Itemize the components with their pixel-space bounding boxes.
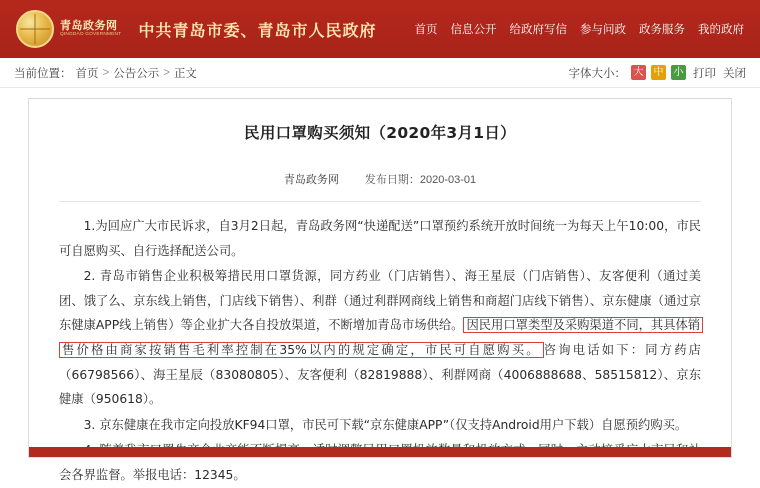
font-size-label: 字体大小： [568, 67, 626, 80]
site-logo[interactable] [16, 10, 124, 48]
paragraph-text: 1.为回应广大市民诉求，自3月2日起，青岛政务网“快递配送”口罩预约系统开放时间统一为每天上午10:00，市民可自愿购买、自行选择配送公司。 [59, 219, 701, 258]
site-header [0, 0, 760, 58]
page-content [0, 88, 760, 482]
article-meta [59, 171, 701, 187]
article-paragraph [59, 214, 701, 263]
paragraph-text: 会各界监督。举报电话：12345。 [59, 467, 246, 482]
article-paragraph [59, 264, 701, 412]
font-size-controls [569, 65, 747, 81]
font-size-medium-button[interactable]: 中 [651, 65, 666, 80]
article-date [365, 171, 476, 187]
nav-item-3[interactable]: 参与问政 [580, 24, 626, 36]
highlighted-text: 因民用口罩类型及采购渠道不同，其具体销售价格由商家按销售毛利率控制在35%以内的规定确定，市民可自愿购买。 [59, 317, 703, 358]
nav-item-5[interactable]: 我的政府 [698, 24, 744, 36]
nav-item-0[interactable]: 首页 [414, 24, 438, 36]
logo-title-cn: 青岛政务网 [60, 19, 118, 32]
breadcrumb [14, 65, 197, 81]
breadcrumb-separator-1: > [102, 66, 110, 79]
article-card [28, 98, 732, 482]
article-title: 民用口罩购买须知（2020年3月1日） [244, 124, 516, 142]
globe-icon [16, 10, 54, 48]
paragraph-text: 咨询电话如下：同方药店（66798566）、海王星辰（83080805）、友客便利（82819888）、利群网商（4006888688、58515812）、京东健康（950618）。 [59, 342, 701, 407]
close-button[interactable]: 关闭 [723, 67, 746, 80]
font-size-large-button[interactable]: 大 [631, 65, 646, 80]
breadcrumb-prefix: 当前位置： [14, 67, 72, 80]
nav-item-1[interactable]: 信息公开 [450, 24, 497, 36]
article-date-value: 2020-03-01 [419, 174, 477, 186]
article-date-label: 发布日期： [364, 174, 420, 186]
nav-item-4[interactable]: 政务服务 [639, 24, 685, 36]
font-size-small-button[interactable]: 小 [671, 65, 686, 80]
paragraph-text: 2. 青岛市销售企业积极筹措民用口罩货源，同方药业（门店销售）、海王星辰（门店销售）、友客便利（通过美团、饿了么、京东线上销售，门店线下销售）、利群（通过利群网商线上销售和商超门店线下销售）、京东健康（通过京东健康APP线上销售）等企业扩大各自投放渠道，不断增加青岛市场供给。 [59, 269, 701, 333]
article-paragraph [59, 413, 701, 438]
nav-item-2[interactable]: 给政府写信 [509, 24, 567, 36]
footer-strip [29, 447, 731, 457]
top-navigation [415, 21, 745, 37]
breadcrumb-separator-2: > [163, 66, 170, 79]
breadcrumb-bar [0, 58, 760, 88]
logo-text [60, 20, 124, 38]
print-button[interactable]: 打印 [693, 67, 716, 80]
article-divider [59, 201, 701, 202]
government-title: 中共青岛市委、青岛市人民政府 [138, 20, 377, 40]
article-source: 青岛政务网 [283, 174, 339, 186]
breadcrumb-item-notice[interactable]: 公告公示 [113, 67, 160, 80]
paragraph-text: 3. 京东健康在我市定向投放KF94口罩，市民可下载“京东健康APP”（仅支持Android用户下载）自愿预约购买。 [83, 417, 688, 432]
article-paragraph [59, 438, 701, 487]
logo-title-en: QINGDAO GOVERNMENT [60, 31, 122, 38]
breadcrumb-item-current: 正文 [173, 67, 197, 80]
breadcrumb-item-home[interactable]: 首页 [75, 67, 99, 80]
